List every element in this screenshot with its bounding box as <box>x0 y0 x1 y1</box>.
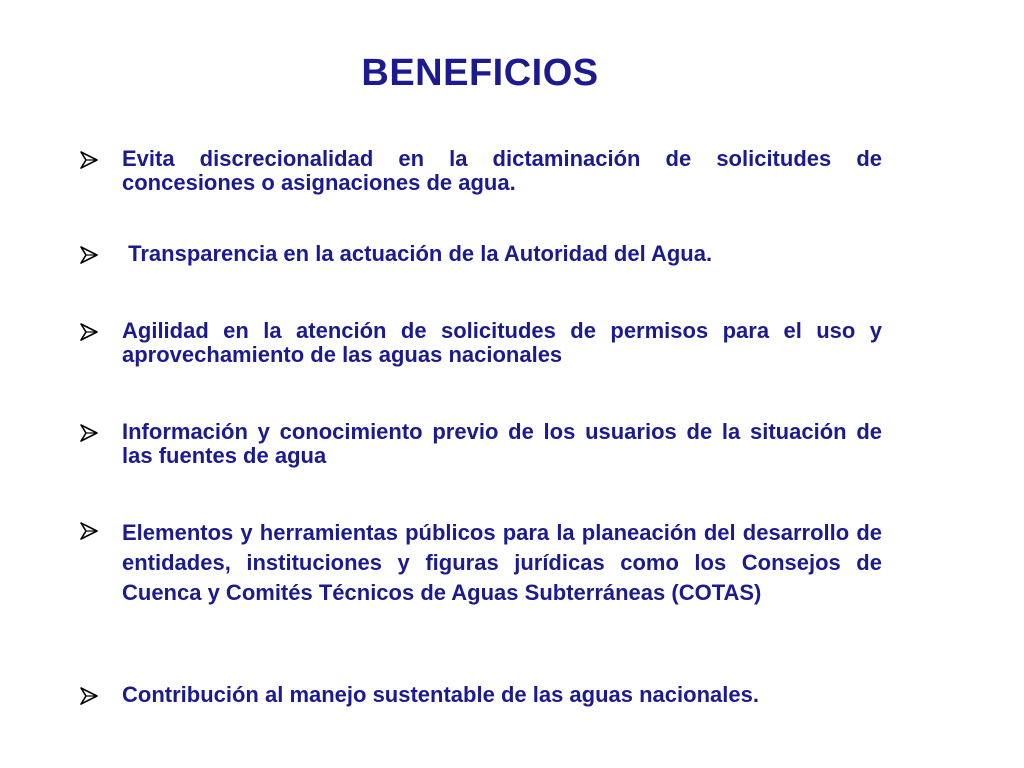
bullet-item <box>78 518 882 608</box>
bullet-text: Agilidad en la atención de solicitudes de permisos para el uso y aprovechamiento de las aguas nacionales <box>122 318 882 367</box>
bullet-item <box>78 319 882 367</box>
slide-title: BENEFICIOS <box>361 52 599 94</box>
arrow-bullet-icon <box>78 521 100 541</box>
bullet-text: Contribución al manejo sustentable de las aguas nacionales. <box>122 682 759 707</box>
bullet-text: Transparencia en la actuación de la Autoridad del Agua. <box>122 241 713 266</box>
bullet-item <box>78 683 882 707</box>
bullet-text: Información y conocimiento previo de los usuarios de la situación de las fuentes de agua <box>122 419 882 468</box>
bullet-item <box>78 242 882 266</box>
arrow-bullet-icon <box>78 245 100 265</box>
bullet-item <box>78 147 882 195</box>
bullet-item <box>78 420 882 468</box>
arrow-bullet-icon <box>78 686 100 706</box>
bullet-text: Evita discrecionalidad en la dictaminación de solicitudes de concesiones o asignaciones de agua. <box>122 146 882 195</box>
arrow-bullet-icon <box>78 322 100 342</box>
bullet-text: Elementos y herramientas públicos para la planeación del desarrollo de entidades, instituciones y figuras jurídicas como los Consejos de Cuenca y Comités Técnicos de Aguas Subterráneas (COTAS) <box>122 520 882 605</box>
arrow-bullet-icon <box>78 423 100 443</box>
arrow-bullet-icon <box>78 150 100 170</box>
